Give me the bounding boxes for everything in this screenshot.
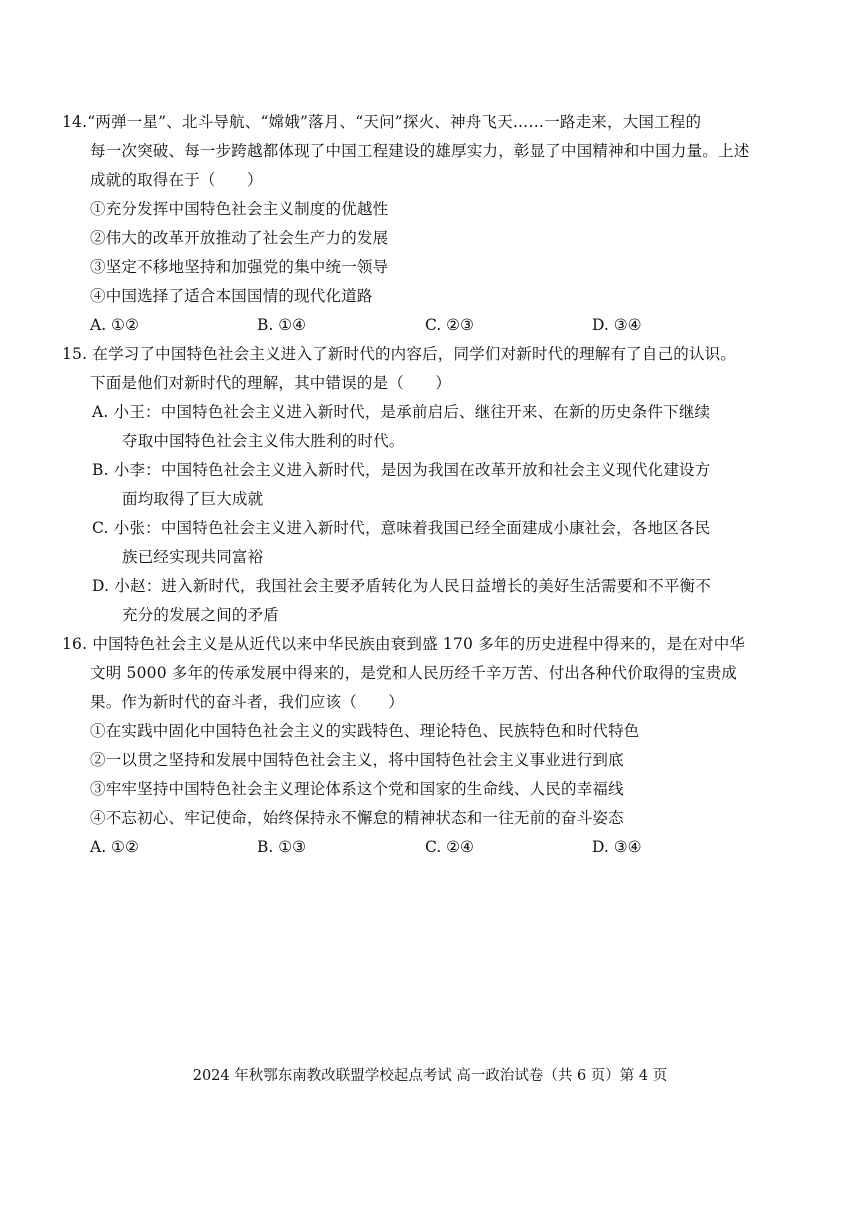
question-14-option-b: B. ①④ bbox=[257, 316, 307, 334]
question-16-item-4: ④不忘初心、牢记使命，始终保持永不懈怠的精神状态和一往无前的奋斗姿态 bbox=[90, 809, 624, 827]
question-16-option-d: D. ③④ bbox=[592, 838, 642, 856]
question-16-item-3: ③牢牢坚持中国特色社会主义理论体系这个党和国家的生命线、人民的幸福线 bbox=[90, 780, 624, 798]
question-16-option-b: B. ①③ bbox=[257, 838, 307, 856]
question-15-choice-b-line-2: 面均取得了巨大成就 bbox=[122, 490, 264, 508]
question-16-stem-line-2: 文明 5000 多年的传承发展中得来的，是党和人民历经千辛万苦、付出各种代价取得的宝贵成 bbox=[90, 664, 738, 682]
question-15-choice-c-line-1: C. 小张：中国特色社会主义进入新时代，意味着我国已经全面建成小康社会，各地区各民 bbox=[92, 519, 711, 537]
question-16-option-c: C. ②④ bbox=[425, 838, 474, 856]
question-15-stem-line-1: 15. 在学习了中国特色社会主义进入了新时代的内容后，同学们对新时代的理解有了自己的认识。 bbox=[62, 345, 737, 363]
question-16-stem-line-3: 果。作为新时代的奋斗者，我们应该（ ） bbox=[90, 693, 405, 711]
question-14-option-c: C. ②③ bbox=[425, 316, 474, 334]
question-14-stem-line-3: 成就的取得在于（ ） bbox=[90, 171, 263, 189]
question-14-item-2: ②伟大的改革开放推动了社会生产力的发展 bbox=[90, 229, 389, 247]
question-15-choice-d-line-2: 充分的发展之间的矛盾 bbox=[122, 606, 280, 624]
question-15-choice-d-line-1: D. 小赵：进入新时代，我国社会主要矛盾转化为人民日益增长的美好生活需要和不平衡不 bbox=[92, 577, 711, 595]
question-14-item-1: ①充分发挥中国特色社会主义制度的优越性 bbox=[90, 200, 389, 218]
question-16-item-2: ②一以贯之坚持和发展中国特色社会主义，将中国特色社会主义事业进行到底 bbox=[90, 751, 624, 769]
question-15-choice-a-line-2: 夺取中国特色社会主义伟大胜利的时代。 bbox=[122, 432, 405, 450]
question-16-item-1: ①在实践中固化中国特色社会主义的实践特色、理论特色、民族特色和时代特色 bbox=[90, 722, 640, 740]
question-15-choice-a-line-1: A. 小王：中国特色社会主义进入新时代，是承前启后、继往开来、在新的历史条件下继续 bbox=[92, 403, 711, 421]
question-16-stem-line-1: 16. 中国特色社会主义是从近代以来中华民族由衰到盛 170 多年的历史进程中得来的，是在对中华 bbox=[62, 635, 746, 653]
question-15-stem-line-2: 下面是他们对新时代的理解，其中错误的是（ ） bbox=[90, 374, 452, 392]
question-14-option-a: A. ①② bbox=[90, 316, 139, 334]
question-14-item-3: ③坚定不移地坚持和加强党的集中统一领导 bbox=[90, 258, 389, 276]
question-14-option-d: D. ③④ bbox=[592, 316, 642, 334]
question-16-option-a: A. ①② bbox=[90, 838, 139, 856]
page-footer: 2024 年秋鄂东南教改联盟学校起点考试 高一政治试卷（共 6 页）第 4 页 bbox=[192, 1068, 668, 1084]
question-14-stem-line-1: 14.“两弹一星”、北斗导航、“嫦娥”落月、“天问”探火、神舟飞天……一路走来，大国工程的 bbox=[62, 113, 702, 131]
question-14-item-4: ④中国选择了适合本国国情的现代化道路 bbox=[90, 287, 373, 305]
question-15-choice-b-line-1: B. 小李：中国特色社会主义进入新时代，是因为我国在改革开放和社会主义现代化建设方 bbox=[92, 461, 711, 479]
question-15-choice-c-line-2: 族已经实现共同富裕 bbox=[122, 548, 264, 566]
question-14-stem-line-2: 每一次突破、每一步跨越都体现了中国工程建设的雄厚实力，彰显了中国精神和中国力量。上述 bbox=[90, 142, 750, 160]
